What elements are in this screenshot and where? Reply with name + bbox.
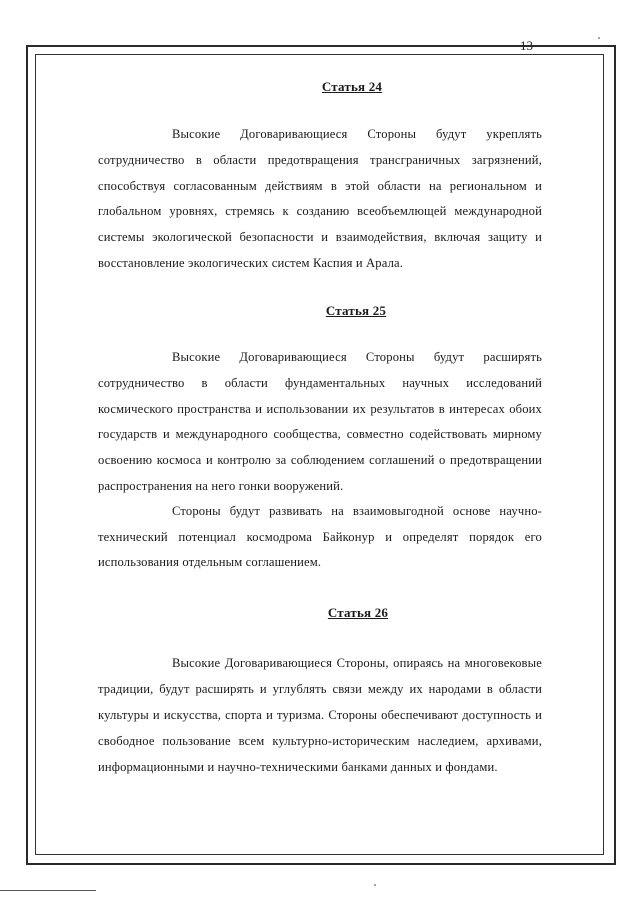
- scan-speck: [374, 884, 376, 886]
- article-title: Статья 24: [321, 79, 383, 94]
- article-title: Статья 26: [327, 605, 389, 620]
- scan-speck: [598, 37, 600, 39]
- bottom-rule: [0, 890, 96, 891]
- article-paragraph: Высокие Договаривающиеся Стороны будут расширять сотрудничество в области фундаментальных научных исследований космического пространства и использовании их результатов в интересах обоих государств и международного сообщества, совместно содействовать мирному освоению космоса и контролю за соблюдением соглашений о предотвращении распространения на него гонки вооружений.: [98, 350, 542, 493]
- article-paragraph: Высокие Договаривающиеся Стороны, опираясь на многовековые традиции, будут расширять и углублять связи между их народами в области культуры и искусства, спорта и туризма. Стороны обеспечивают доступность и свободное пользование всем культурно-историческим наследием, архивами, информационными и научно-техническими банками данных и фондами.: [98, 656, 542, 774]
- page-number: 13: [520, 38, 533, 53]
- article-title: Статья 25: [325, 303, 387, 318]
- article-paragraph: Стороны будут развивать на взаимовыгодной основе научно-технический потенциал космодрома Байконур и определят порядок его использования отдельным соглашением.: [98, 504, 542, 570]
- article-paragraph: Высокие Договаривающиеся Стороны будут укреплять сотрудничество в области предотвращения трансграничных загрязнений, способствуя согласованным действиям в этой области на региональном и глобальном уровнях, стремясь к созданию всеобъемлющей международной системы экологической безопасности и взаимодействия, включая защиту и восстановление экологических систем Каспия и Арала.: [98, 127, 542, 270]
